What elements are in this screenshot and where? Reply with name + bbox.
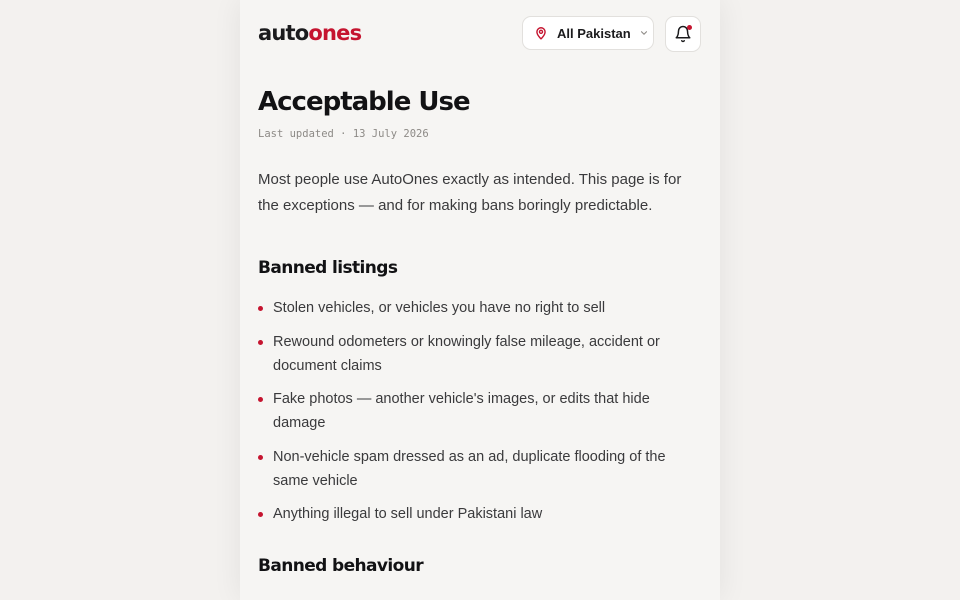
list-item [258, 502, 698, 526]
list-item-text: Anything illegal to sell under Pakistani law [273, 506, 543, 522]
page-title: Acceptable Use [258, 87, 470, 117]
intro-paragraph: Most people use AutoOnes exactly as intended. This page is for the exceptions — and for making bans boringly predictable. [258, 171, 682, 214]
list-item [258, 330, 698, 378]
list-item [258, 445, 698, 493]
logo[interactable] [258, 19, 361, 47]
bullet [258, 306, 263, 311]
logo-text-ones: ones [308, 21, 362, 45]
page-panel [240, 0, 720, 600]
list-item-text: Fake photos — another vehicle's images, or edits that hide damage [273, 391, 650, 431]
bullet [258, 397, 263, 402]
bullet [258, 455, 263, 460]
list-item-text: Stolen vehicles, or vehicles you have no right to sell [273, 300, 606, 316]
section-heading-banned-listings: Banned listings [258, 258, 398, 278]
list-item [258, 387, 698, 435]
notification-dot [687, 25, 692, 30]
map-pin-icon [534, 26, 548, 40]
location-label: All Pakistan [557, 25, 631, 41]
last-updated: Last updated · 13 July 2026 [258, 128, 429, 140]
bullet [258, 512, 263, 517]
list-item-text: Non-vehicle spam dressed as an ad, duplicate flooding of the same vehicle [273, 448, 666, 489]
section-heading-banned-behaviour: Banned behaviour [258, 556, 423, 576]
list-item-text: Rewound odometers or knowingly false mileage, accident or document claims [273, 333, 660, 374]
banned-listings-list [258, 296, 698, 526]
main-content [258, 84, 698, 578]
logo-text-auto: auto [258, 21, 309, 45]
top-bar [240, 0, 720, 68]
notifications-button[interactable] [665, 16, 701, 52]
bullet [258, 340, 263, 345]
list-item [258, 296, 698, 320]
chevron-down-icon [639, 28, 649, 38]
location-selector-button[interactable] [522, 16, 654, 50]
bell-icon [674, 25, 692, 43]
